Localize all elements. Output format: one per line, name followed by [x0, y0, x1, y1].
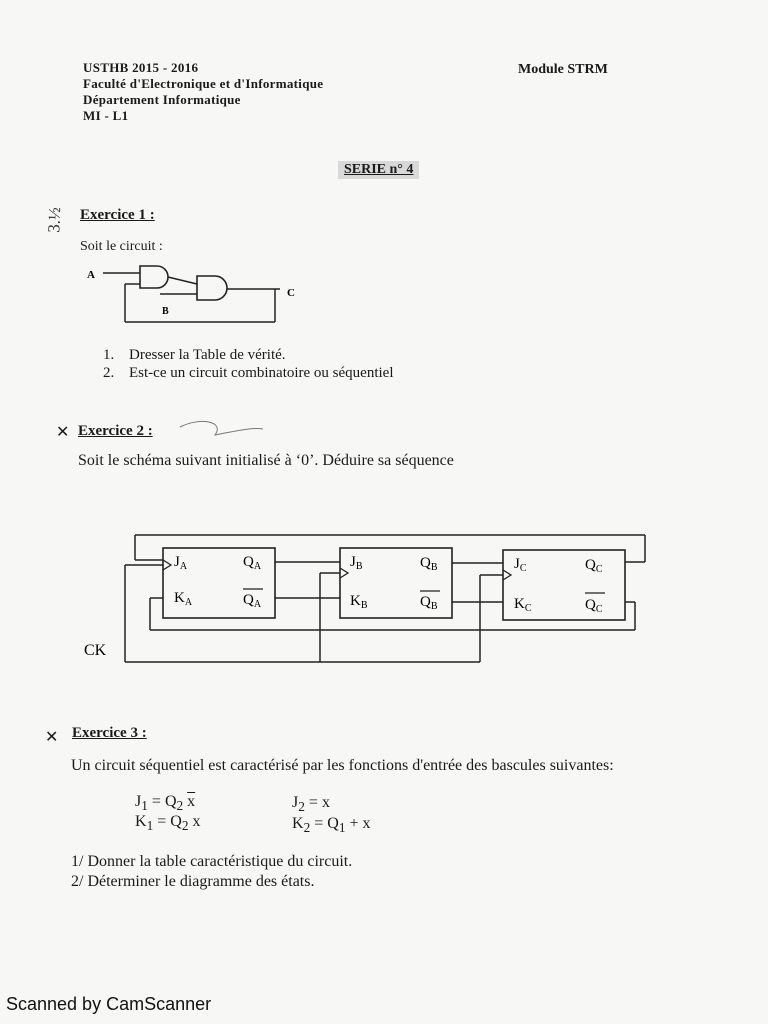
- qb-label: $Q_B$: [420, 555, 438, 573]
- label-a: A: [87, 269, 95, 281]
- qc-bar-label: $Q_C$: [585, 597, 603, 615]
- qa-label: $Q_A$: [243, 554, 262, 572]
- exercise1-circuit: [85, 262, 315, 342]
- qb-bar-label: $Q_B$: [420, 594, 438, 612]
- label-b: B: [162, 306, 169, 317]
- handwritten-scribble: [175, 415, 265, 445]
- kc-label: $K_C$: [514, 596, 532, 614]
- equation-k2: $K_2 = Q_1 + x$: [292, 815, 371, 836]
- and-gate-2: [197, 276, 227, 300]
- kb-label: $K_B$: [350, 593, 368, 611]
- ck-label: CK: [84, 642, 107, 659]
- label-c: C: [287, 287, 295, 299]
- exercise1-intro: Soit le circuit :: [80, 239, 163, 254]
- ja-label: $J_A$: [174, 554, 188, 572]
- and-gate-1: [140, 266, 168, 288]
- header-department: Département Informatique: [83, 92, 241, 107]
- exercise1-question: 1. Dresser la Table de vérité.: [103, 347, 286, 363]
- equation-j1: $J_1 = Q_2$ $\overline{x}$: [135, 793, 196, 814]
- header-faculty: Faculté d'Electronique et d'Informatique: [83, 76, 324, 91]
- jc-label: $J_C$: [514, 556, 527, 574]
- exercise1-question: 2. Est-ce un circuit combinatoire ou séquentiel: [103, 365, 394, 381]
- jb-label: $J_B$: [350, 554, 363, 572]
- exercise3-intro: Un circuit séquentiel est caractérisé par les fonctions d'entrée des bascules suivantes:: [71, 757, 614, 774]
- exercise3-question: 1/ Donner la table caractéristique du circuit.: [71, 853, 353, 870]
- serie-title: SERIE n° 4: [338, 161, 419, 179]
- ka-label: $K_A$: [174, 590, 193, 608]
- exercise3-title: Exercice 3 :: [72, 725, 147, 741]
- exercise1-questions: [103, 346, 394, 382]
- exercise3-marker: ✕: [45, 727, 59, 746]
- qa-bar-label: $Q_A$: [243, 592, 262, 610]
- exercise2-marker: ✕: [56, 422, 70, 441]
- header-block: [83, 60, 323, 124]
- exercise2-flipflop-circuit: [80, 530, 660, 680]
- equation-j2: $J_2 = x$: [292, 794, 330, 815]
- exercise3-question: 2/ Déterminer le diagramme des états.: [71, 873, 315, 890]
- header-university: USTHB 2015 - 2016: [83, 60, 199, 75]
- exercise3-questions: [71, 852, 352, 892]
- header-module: Module STRM: [518, 62, 608, 77]
- scanner-footer: Scanned by CamScanner: [6, 994, 212, 1014]
- equation-k1: $K_1 = Q_2$ x: [135, 813, 201, 834]
- header-level: MI - L1: [83, 108, 129, 123]
- exercise1-title: Exercice 1 :: [80, 207, 155, 223]
- qc-label: $Q_C$: [585, 557, 603, 575]
- exercise2-intro: Soit le schéma suivant initialisé à ‘0’. Déduire sa séquence: [78, 452, 454, 469]
- handwritten-score: 3.½: [44, 206, 65, 234]
- exercise2-title: Exercice 2 :: [78, 423, 153, 439]
